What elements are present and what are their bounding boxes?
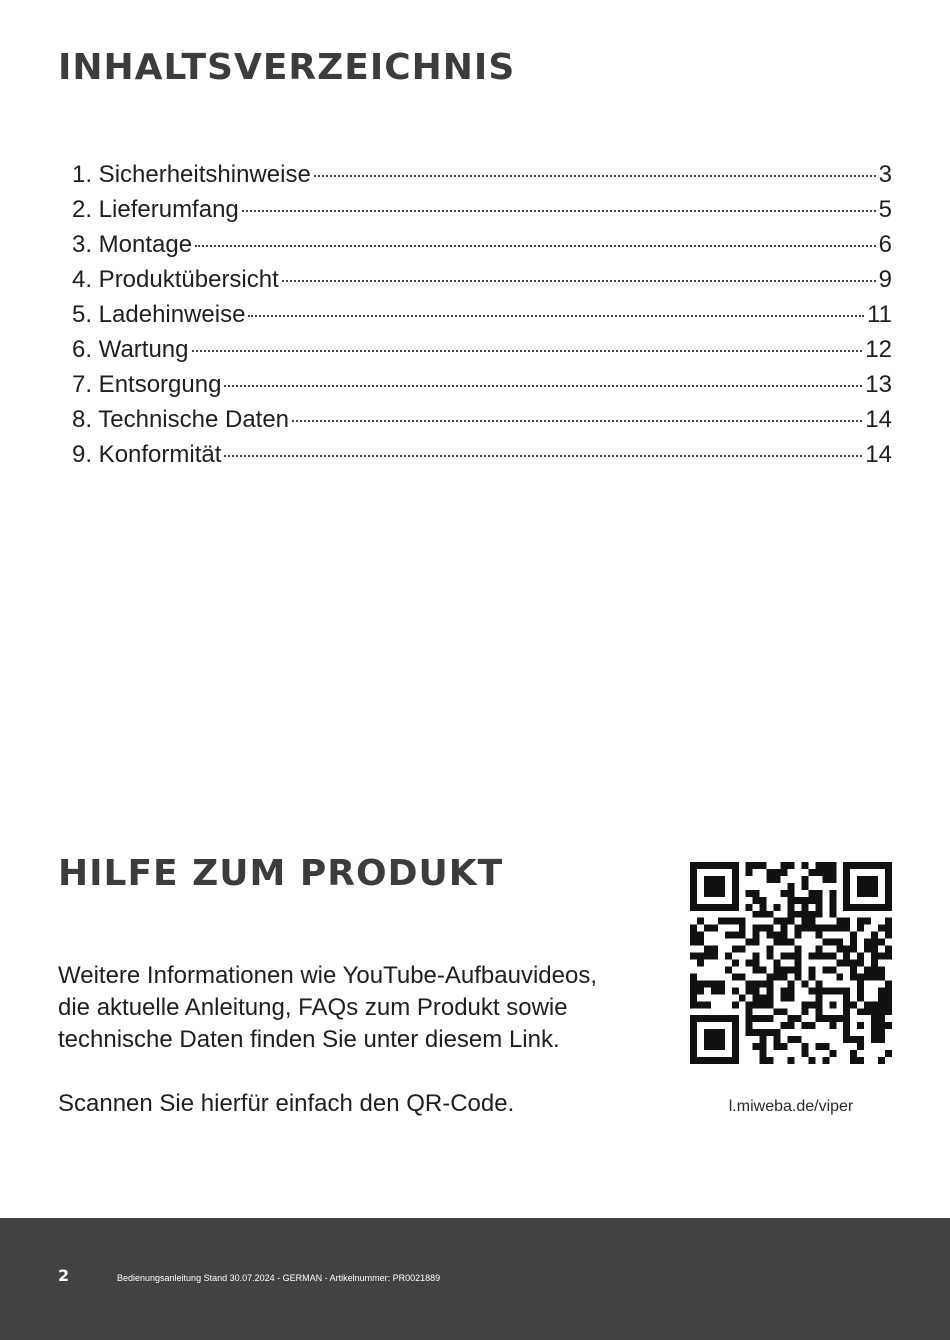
help-title: HILFE ZUM PRODUKT — [58, 853, 504, 894]
qr-code-icon[interactable] — [690, 862, 892, 1064]
product-help-link[interactable]: l.miweba.de/viper — [728, 1098, 854, 1115]
toc-entry-produktuebersicht[interactable] — [72, 262, 892, 297]
toc-entry-entsorgung[interactable] — [72, 367, 892, 402]
toc-entry-page: 14 — [865, 441, 892, 468]
toc-dot-leader — [224, 455, 862, 457]
toc-entry-page: 6 — [878, 231, 892, 258]
toc-entry-label: 6. Wartung — [72, 336, 189, 363]
toc-entry-page: 12 — [865, 336, 892, 363]
toc-entry-sicherheitshinweise[interactable] — [72, 157, 892, 192]
toc-dot-leader — [195, 245, 876, 247]
toc-title: INHALTSVERZEICHNIS — [58, 47, 516, 88]
help-scan-hint: Scannen Sie hierfür einfach den QR-Code. — [58, 1090, 515, 1117]
toc-dot-leader — [282, 280, 876, 282]
toc-dot-leader — [314, 175, 876, 177]
toc-entry-page: 14 — [865, 406, 892, 433]
toc-entry-wartung[interactable] — [72, 332, 892, 367]
help-description — [58, 960, 658, 1056]
toc-entry-montage[interactable] — [72, 227, 892, 262]
toc-entry-page: 11 — [867, 301, 892, 328]
toc-entry-technische-daten[interactable] — [72, 402, 892, 437]
page-footer — [0, 1218, 950, 1340]
toc-entry-label: 5. Ladehinweise — [72, 301, 246, 328]
toc-entry-label: 2. Lieferumfang — [72, 196, 239, 223]
toc-entry-label: 9. Konformität — [72, 441, 222, 468]
page-number: 2 — [58, 1266, 70, 1285]
toc-dot-leader — [242, 210, 876, 212]
toc-dot-leader — [192, 350, 863, 352]
toc-entry-label: 7. Entsorgung — [72, 371, 222, 398]
help-line: technische Daten finden Sie unter diesem Link. — [58, 1026, 560, 1053]
help-line: die aktuelle Anleitung, FAQs zum Produkt sowie — [58, 994, 568, 1021]
help-line: Weitere Informationen wie YouTube-Aufbauvideos, — [58, 962, 598, 989]
toc-entry-label: 4. Produktübersicht — [72, 266, 279, 293]
toc-entry-label: 8. Technische Daten — [72, 406, 290, 433]
toc-entry-page: 13 — [865, 371, 892, 398]
toc-entry-ladehinweise[interactable] — [72, 297, 892, 332]
toc-entry-label: 1. Sicherheitshinweise — [72, 161, 311, 188]
table-of-contents — [72, 157, 892, 472]
toc-entry-konformitaet[interactable] — [72, 437, 892, 472]
toc-dot-leader — [248, 315, 864, 317]
toc-entry-label: 3. Montage — [72, 231, 193, 258]
toc-dot-leader — [224, 385, 862, 387]
toc-entry-page: 3 — [878, 161, 892, 188]
toc-entry-page: 5 — [878, 196, 892, 223]
toc-entry-lieferumfang[interactable] — [72, 192, 892, 227]
toc-dot-leader — [292, 420, 862, 422]
toc-entry-page: 9 — [878, 266, 892, 293]
document-info: Bedienungsanleitung Stand 30.07.2024 - GERMAN - Artikelnummer: PR0021889 — [117, 1273, 441, 1283]
